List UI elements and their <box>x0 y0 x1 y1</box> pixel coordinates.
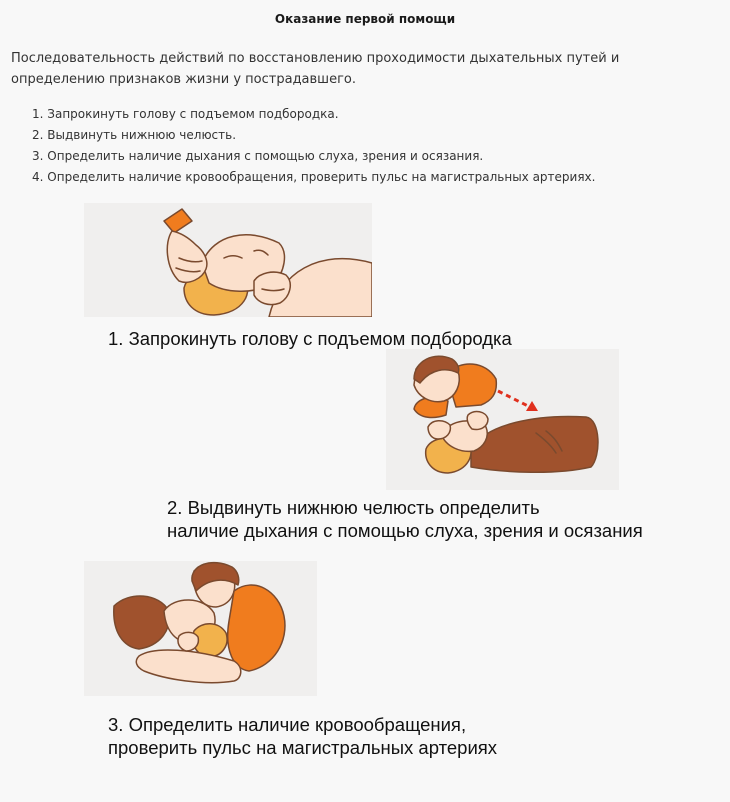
steps-list <box>32 104 595 188</box>
caption-fig2-line1: 2. Выдвинуть нижнюю челюсть определить <box>167 497 540 518</box>
step-item <box>32 167 595 188</box>
step-item <box>32 125 595 146</box>
step-number: 4. <box>32 170 44 184</box>
step-text: Выдвинуть нижнюю челюсть. <box>47 128 237 142</box>
pulse-check-illustration <box>84 561 317 696</box>
rescuer-hand-chin <box>254 272 290 304</box>
caption-fig2-line2: наличие дыхания с помощью слуха, зрения и осязания <box>167 520 643 541</box>
intro-paragraph: Последовательность действий по восстановлению проходимости дыхательных путей и определению признаков жизни у пострадавшего. <box>11 51 620 87</box>
caption-fig3-line1: 3. Определить наличие кровообращения, <box>108 714 467 735</box>
caption-fig1: 1. Запрокинуть голову с подъемом подбородка <box>108 328 512 349</box>
step-text: Запрокинуть голову с подъемом подбородка. <box>47 107 339 121</box>
step-item <box>32 104 595 125</box>
step-number: 2. <box>32 128 44 142</box>
step-text: Определить наличие кровообращения, проверить пульс на магистральных артериях. <box>47 170 596 184</box>
jaw-thrust-illustration <box>386 349 619 490</box>
step-item <box>32 146 595 167</box>
rescuer-hand-left <box>428 421 450 439</box>
step-number: 3. <box>32 149 44 163</box>
head-tilt-illustration <box>84 203 372 317</box>
rescuer-fingers <box>178 632 198 651</box>
page-title: Оказание первой помощи <box>274 12 456 26</box>
step-number: 1. <box>32 107 44 121</box>
step-text: Определить наличие дыхания с помощью слуха, зрения и осязания. <box>47 149 484 163</box>
caption-fig3-line2: проверить пульс на магистральных артериях <box>108 737 498 758</box>
rescuer-hand-right <box>467 412 488 430</box>
